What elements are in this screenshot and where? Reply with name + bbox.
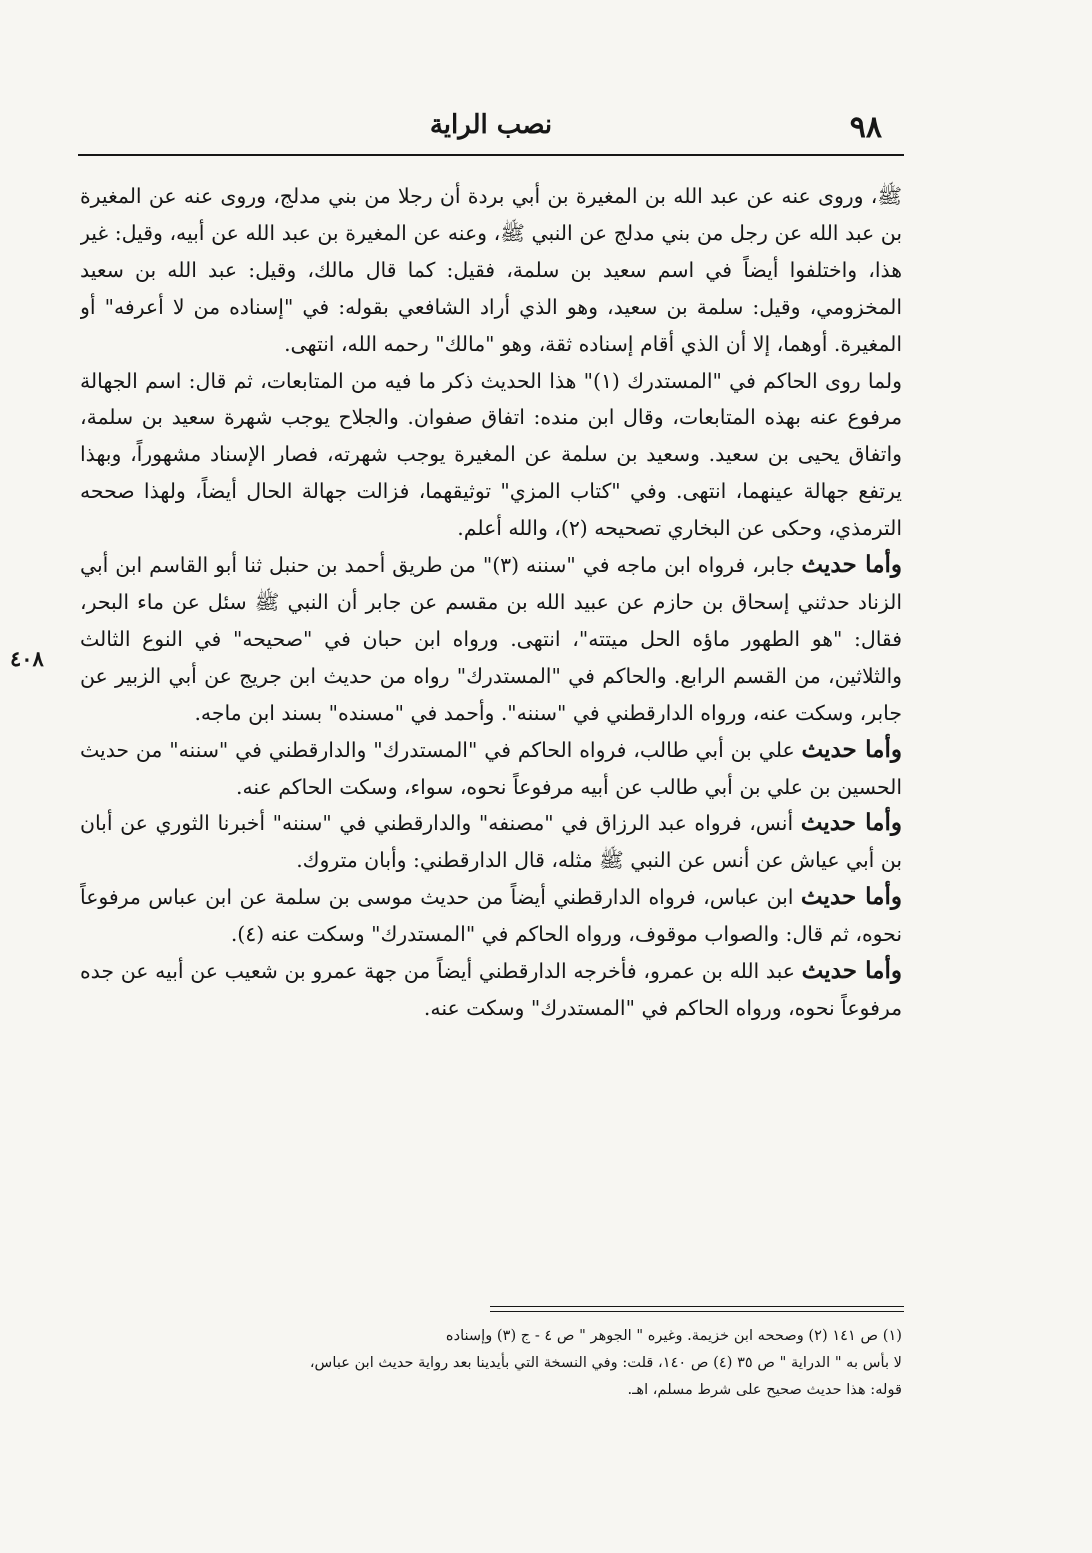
section-text: ابن عباس، فرواه الدارقطني أيضاً من حديث موسى بن سلمة عن ابن عباس مرفوعاً نحوه، ثم قال: والصواب موقوف، ورواه الحاكم في "المستدرك" وسكت عنه (٤). — [80, 885, 902, 947]
section-anas — [80, 805, 902, 879]
section-lead: وأما حديث — [800, 883, 902, 911]
footnote-line: (١) ص ١٤١ (٢) وصححه ابن خزيمة. وغيره " الجوهر " ص ٤ - ج (٣) وإسناده — [445, 1327, 902, 1344]
main-text — [80, 178, 902, 1284]
page-header — [78, 96, 904, 158]
footnote-rule — [490, 1306, 904, 1307]
section-text: عبد الله بن عمرو، فأخرجه الدارقطني أيضاً من جهة عمرو بن شعيب عن أبيه عن جده مرفوعاً نحوه، ورواه الحاكم في "المستدرك" وسكت عنه. — [80, 959, 902, 1020]
section-lead: وأما حديث — [801, 735, 902, 763]
section-text: أنس، فرواه عبد الرزاق في "مصنفه" والدارقطني في "سننه" أخبرنا الثوري عن أبان بن أبي عياش عن أنس عن النبي ﷺ مثله، قال الدارقطني: وأبان متروك. — [80, 811, 902, 873]
page-number: ٩٨ — [849, 110, 882, 145]
footnote-rule — [490, 1311, 904, 1312]
section-text: جابر، فرواه ابن ماجه في "سننه (٣)" من طريق أحمد بن حنبل ثنا أبو القاسم ابن أبي الزناد حدثني إسحاق بن حازم عن عبيد الله بن مقسم عن جابر أن النبي ﷺ سئل عن ماء البحر، فقال: "هو الطهور ماؤه الحل ميتته"، انتهى. ورواه ابن حبان في "صحيحه" في النوع الثالث والثلاثين، من القسم الرابع. والحاكم في "المستدرك" رواه من حديث ابن جريج عن أبي الزبير عن جابر، وسكت عنه، ورواه الدارقطني في "سننه". وأحمد في "مسنده" بسند ابن ماجه. — [80, 553, 902, 725]
footnote-line: لا بأس به " الدراية " ص ٣٥ (٤) ص ١٤٠، قلت: وفي النسخة التي بأيدينا بعد رواية حديث ابن عباس، — [309, 1354, 902, 1371]
paragraph: ﷺ، وروى عنه عن عبد الله بن المغيرة بن أبي بردة أن رجلا من بني مدلج، وروى عنه عن المغيرة بن عبد الله عن رجل من بني مدلج عن النبي ﷺ، وعنه عن المغيرة بن عبد الله عن أبيه، وقيل: غير هذا، واختلفوا أيضاً في اسم سعيد بن سلمة، فقيل: كما قال مالك، وقيل: عبد الله بن سعيد المخزومي، وقيل: سلمة بن سعيد، وهو الذي أراد الشافعي بقوله: في "إسناده من لا أعرفه" أو المغيرة. أوهما، إلا أن الذي أقام إسناده ثقة، وهو "مالك" رحمه الله، انتهى. — [80, 184, 902, 356]
header-rule — [78, 154, 904, 156]
running-title: نصب الراية — [429, 110, 553, 140]
section-jabir — [80, 547, 902, 732]
footnote-line: قوله: هذا حديث صحيح على شرط مسلم، اهـ. — [627, 1381, 902, 1398]
section-ibn-abbas — [80, 879, 902, 953]
section-text: علي بن أبي طالب، فرواه الحاكم في "المستدرك" والدارقطني في "سننه" من حديث الحسين بن علي بن أبي طالب عن أبيه مرفوعاً نحوه، سواء، وسكت الحاكم عنه. — [80, 737, 902, 799]
section-lead: وأما حديث — [801, 957, 902, 985]
section-ali — [80, 732, 902, 806]
section-lead: وأما حديث — [800, 809, 902, 837]
footnotes — [80, 1322, 902, 1403]
section-lead: وأما حديث — [801, 551, 902, 579]
paragraph: ولما روى الحاكم في "المستدرك (١)" هذا الحديث ذكر ما فيه من المتابعات، ثم قال: اسم الجهالة مرفوع عنه بهذه المتابعات، وقال ابن منده: اتفاق صفوان. والجلاح يوجب شهرة سعيد بن سلمة، واتفاق يحيى بن سعيد. وسعيد بن سلمة عن المغيرة يوجب شهرته، فصار الإسناد مشهوراً، وبهذا يرتفع جهالة عينهما، انتهى. وفي "كتاب المزي" توثيقهما، فزالت جهالة الحال أيضاً، ولهذا صححه الترمذي، وحكى عن البخاري تصحيحه (٢)، والله أعلم. — [80, 368, 902, 541]
section-ibn-amr — [80, 953, 902, 1027]
marginal-number: ٤٠٨ — [10, 646, 44, 671]
